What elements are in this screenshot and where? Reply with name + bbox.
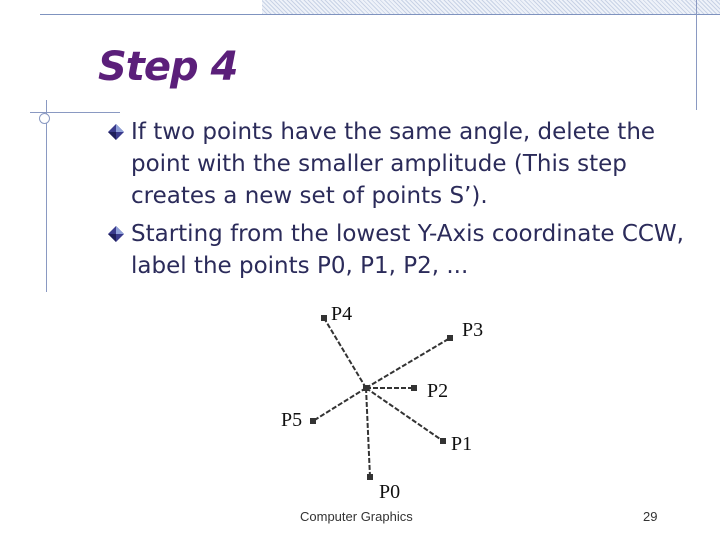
page-number: 29 <box>643 509 658 524</box>
point-p0 <box>367 474 373 480</box>
bullet-text: Starting from the lowest Y-Axis coordinate CCW, label the points P0, P1, P2, ... <box>131 221 684 279</box>
point-p5 <box>310 418 316 424</box>
point-p1 <box>440 438 446 444</box>
label-p0: P0 <box>379 481 401 503</box>
ray-to-p4 <box>324 318 366 388</box>
footer-text: Computer Graphics <box>300 509 413 524</box>
point-p3 <box>447 335 453 341</box>
ray-to-p0 <box>366 388 370 477</box>
slide-title: Step 4 <box>98 44 238 90</box>
label-p5: P5 <box>281 409 303 431</box>
origin-point <box>363 385 369 391</box>
label-p2: P2 <box>427 380 449 402</box>
label-p3: P3 <box>462 319 484 341</box>
label-p1: P1 <box>451 433 473 455</box>
point-p4 <box>321 315 327 321</box>
point-p2 <box>411 385 417 391</box>
ray-to-p5 <box>313 388 366 421</box>
label-p4: P4 <box>331 303 353 325</box>
bullet-text: If two points have the same angle, delete the point with the smaller amplitude (This step creates a new set of points S’). <box>131 119 656 209</box>
